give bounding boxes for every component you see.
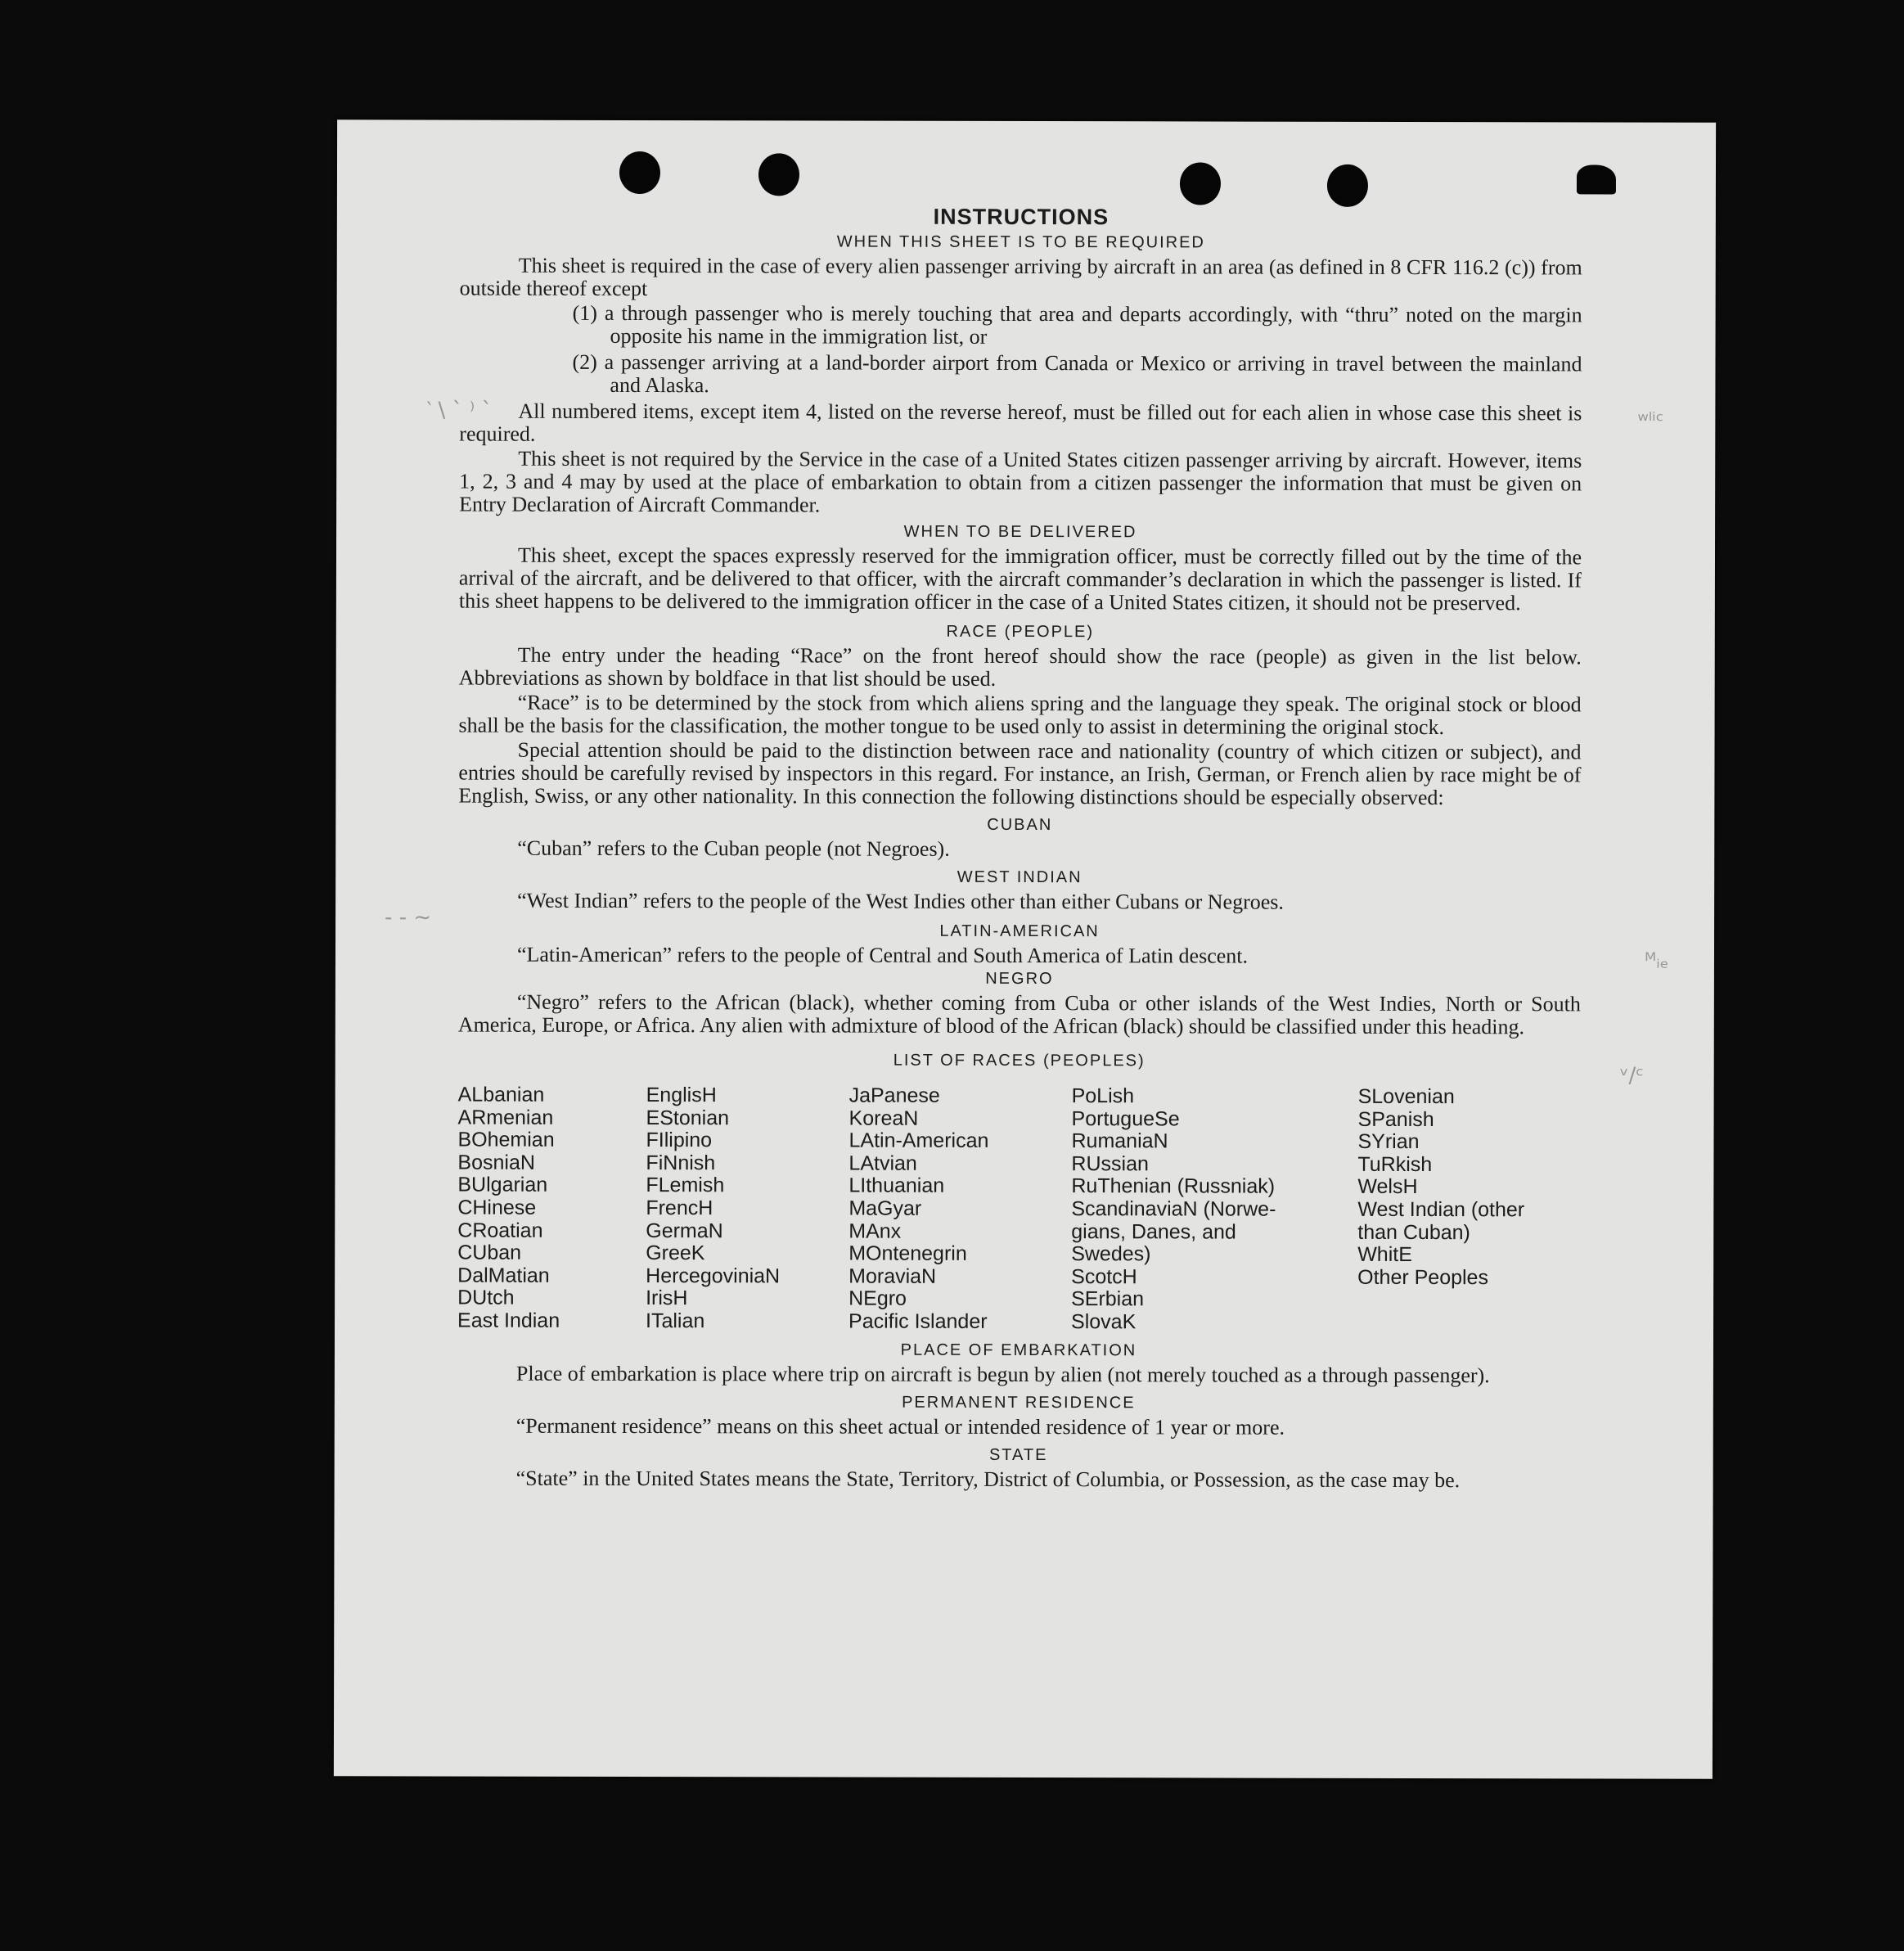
race-entry: SLovenian [1357, 1084, 1455, 1109]
race-entry: SlovaK [1071, 1310, 1137, 1334]
section-heading: STATE [988, 1445, 1048, 1464]
race-entry: DalMatian [457, 1264, 550, 1287]
race-entry: ITalian [646, 1309, 705, 1333]
race-entry: Other Peoples [1357, 1265, 1489, 1289]
paragraph: Place of embarkation is place where trip on aircraft is begun by alien (not merely touched as a through passenger). [515, 1361, 1490, 1387]
race-entry: ScotcH [1071, 1264, 1137, 1289]
section-heading: LATIN-AMERICAN [939, 921, 1100, 941]
race-entry: FIlipino [646, 1129, 713, 1152]
race-entry: JaPanese [848, 1084, 940, 1107]
punch-hole [1327, 164, 1368, 207]
race-entry: DUtch [457, 1286, 515, 1310]
section-heading: PLACE OF EMBARKATION [900, 1340, 1137, 1359]
race-entry: SYrian [1357, 1130, 1420, 1154]
paragraph: Special attention should be paid to the distinction between race and nationality (country of which citizen or subject), and entries should be carefully revised by inspectors in this regard. For instance, an Irish, German, or French alien by race might be of English, Swiss, or any other nationality. In this connection the following distinctions should be especially observed: [458, 737, 1582, 810]
page-title: INSTRUCTIONS [933, 204, 1110, 230]
race-entry: West Indian (other than Cuban) [1357, 1197, 1525, 1244]
race-entry: CHinese [457, 1196, 537, 1219]
race-entry: PortugueSe [1071, 1106, 1180, 1130]
race-entry: MOntenegrin [848, 1241, 967, 1266]
race-list [457, 1084, 1581, 1335]
stray-mark: ‵ \ ` ⁾ ` [426, 398, 493, 423]
race-entry: MaGyar [848, 1196, 922, 1220]
stray-mark: ᵛ/ᶜ [1619, 1063, 1644, 1088]
paragraph: “Latin-American” refers to the people of Central and South America of Latin descent. [516, 942, 1249, 968]
race-column [646, 1084, 849, 1333]
section-heading: RACE (PEOPLE) [946, 622, 1095, 642]
paragraph: “Permanent residence” means on this sheet actual or intended residence of 1 year or more. [515, 1413, 1285, 1440]
section-heading: NEGRO [985, 969, 1054, 989]
race-entry: ARmenian [457, 1106, 554, 1129]
race-column [1357, 1086, 1581, 1335]
race-entry: TuRkish [1357, 1152, 1433, 1176]
race-entry: GermaN [646, 1219, 723, 1242]
race-entry: SErbian [1071, 1287, 1145, 1311]
race-entry: East Indian [457, 1309, 560, 1332]
race-entry: Pacific Islander [848, 1309, 988, 1333]
race-entry: RumaniaN [1071, 1129, 1168, 1153]
race-entry: NEgro [848, 1286, 907, 1311]
race-entry: BOhemian [457, 1128, 555, 1151]
paragraph: “Race” is to be determined by the stock from which aliens spring and the language they speak. The original stock or blood shall be the basis for the classification, the mother tongue to be used only to assist in determining the original stock. [458, 690, 1582, 740]
race-entry: WelsH [1357, 1175, 1418, 1199]
race-entry: ScandinaviaN (Norwe- gians, Danes, and Swedes) [1071, 1197, 1276, 1266]
section-heading: WEST INDIAN [957, 867, 1083, 887]
race-entry: FiNnish [646, 1151, 716, 1174]
paragraph: “Cuban” refers to the Cuban people (not Negroes). [517, 836, 950, 861]
section-heading: PERMANENT RESIDENCE [902, 1393, 1136, 1412]
race-entry: MoraviaN [848, 1264, 937, 1288]
punch-hole [758, 153, 799, 196]
race-entry: RUssian [1071, 1151, 1149, 1176]
punch-hole [1180, 162, 1221, 205]
instruction-sheet [334, 119, 1716, 1779]
race-entry: CUban [457, 1241, 522, 1264]
race-entry: LAtin-American [848, 1129, 989, 1153]
section-heading: WHEN TO BE DELIVERED [903, 522, 1137, 542]
race-entry: LIthuanian [848, 1174, 945, 1198]
race-entry: WhitE [1357, 1243, 1412, 1267]
paragraph: This sheet, except the spaces expressly reserved for the immigration officer, must be correctly filled out by the time of the arrival of the aircraft, and be delivered to that officer, with the aircraft commander’s declaration in which the passenger is listed. If this sheet happens to be delivered to the immigration officer in the case of a United States citizen, it should not be preserved. [458, 543, 1582, 615]
race-entry: BUlgarian [457, 1173, 548, 1197]
list-item: (1) a through passenger who is merely touching that area and departs accordingly, with “thru” noted on the margin opposite his name in the immigration list, or [572, 300, 1582, 349]
race-entry: PoLish [1071, 1084, 1135, 1108]
stray-mark: ᴹᵢₑ [1644, 948, 1669, 974]
paragraph: This sheet is required in the case of every alien passenger arriving by aircraft in an area (as defined in 8 CFR 116.2 (c)) from outside thereof except [459, 253, 1582, 301]
instructions-body [457, 202, 1582, 1492]
race-entry: EStonian [646, 1106, 730, 1129]
race-column [457, 1084, 646, 1333]
paragraph: “West Indian” refers to the people of the West Indies other than either Cubans or Negroes. [517, 888, 1284, 914]
race-entry: MAnx [848, 1219, 902, 1243]
race-entry: FrencH [646, 1196, 713, 1220]
race-entry: KoreaN [848, 1106, 919, 1130]
section-heading: WHEN THIS SHEET IS TO BE REQUIRED [836, 232, 1205, 252]
section-heading: CUBAN [987, 815, 1053, 835]
race-entry: GreeK [646, 1241, 705, 1265]
race-entry: FLemish [646, 1174, 725, 1197]
race-entry: LAtvian [848, 1151, 917, 1175]
race-entry: BosniaN [457, 1151, 535, 1174]
race-entry: IrisH [646, 1286, 688, 1310]
race-entry: EnglisH [646, 1084, 717, 1107]
stray-mark: ‑ ‑ ~ [385, 905, 432, 930]
list-item: (2) a passenger arriving at a land-border airport from Canada or Mexico or arriving in travel between the mainland and Alaska. [572, 349, 1582, 398]
race-entry: RuThenian (Russniak) [1071, 1174, 1276, 1199]
race-column [848, 1085, 1072, 1334]
race-entry: SPanish [1357, 1107, 1434, 1131]
punch-hole [1577, 164, 1616, 194]
paragraph: All numbered items, except item 4, listed on the reverse hereof, must be filled out for each alien in whose case this sheet is required. [459, 399, 1582, 446]
paragraph: This sheet is not required by the Service in the case of a United States citizen passenger arriving by aircraft. However, items 1, 2, 3 and 4 may by used at the place of embarkation to obtain from a citizen passenger the information that must be given on Entry Declaration of Aircraft Commander. [459, 446, 1582, 517]
race-entry: CRoatian [457, 1219, 543, 1242]
race-column [1071, 1085, 1358, 1334]
paragraph: The entry under the heading “Race” on the front hereof should show the race (people) as given in the list below. Abbreviations as shown by boldface in that list should be used. [458, 642, 1582, 691]
stray-mark: ʷˡⁱᶜ [1637, 408, 1664, 434]
paragraph: “State” in the United States means the State, Territory, District of Columbia, or Possession, as the case may be. [515, 1466, 1461, 1492]
race-entry: HercegoviniaN [646, 1264, 781, 1288]
section-heading: LIST OF RACES (PEOPLES) [893, 1051, 1146, 1070]
paragraph: “Negro” refers to the African (black), whether coming from Cuba or other islands of the West Indies, North or South America, Europe, or Africa. Any alien with admixture of blood of the African (black) should be classified under this heading. [457, 989, 1581, 1039]
punch-hole [619, 151, 660, 194]
race-entry: ALbanian [457, 1083, 545, 1106]
